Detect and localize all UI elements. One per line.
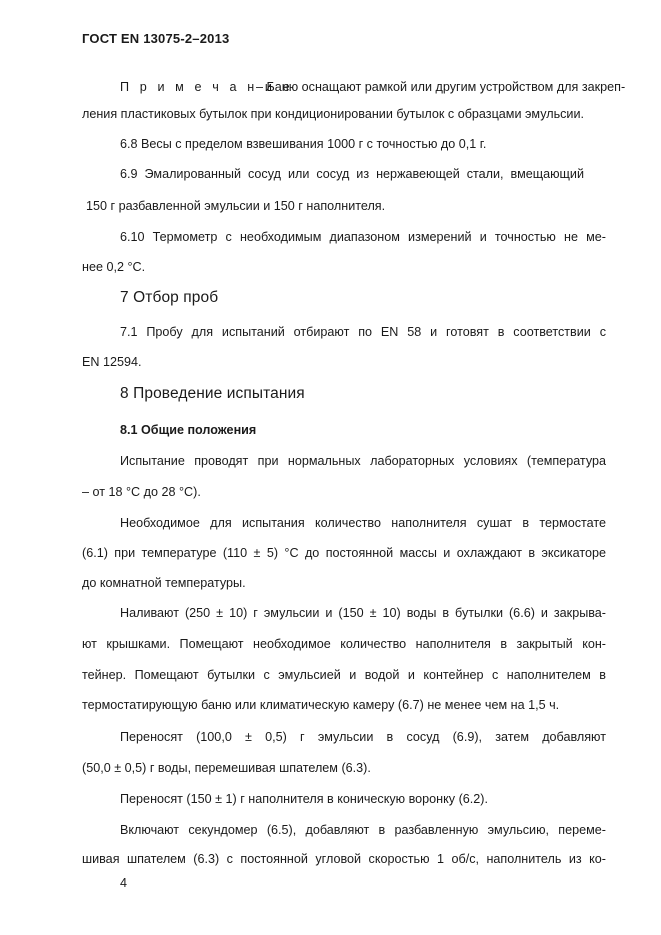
section-8-heading: 8 Проведение испытания (120, 385, 305, 402)
body-line-2: – от 18 °С до 28 °С). (82, 485, 201, 499)
section-7-heading: 7 Отбор проб (120, 289, 219, 306)
body-line-5: до комнатной температуры. (82, 576, 246, 590)
item-6-10-line-1: 6.10 Термометр с необходимым диапазоном измерений и точностью не ме- (120, 230, 606, 244)
note-line-1: – Баню оснащают рамкой или другим устройством для закреп- (256, 80, 626, 94)
note-line-2: ления пластиковых бутылок при кондиционировании бутылок с образцами эмульсии. (82, 107, 584, 121)
body-line-12: Переносят (150 ± 1) г наполнителя в коническую воронку (6.2). (120, 792, 488, 806)
page-number: 4 (120, 876, 128, 890)
section-7-1-line-2: EN 12594. (82, 355, 142, 369)
body-line-10: Переносят (100,0 ± 0,5) г эмульсии в сосуд (6.9), затем добавляют (120, 730, 606, 744)
body-line-1: Испытание проводят при нормальных лабораторных условиях (температура (120, 454, 606, 468)
item-6-9-line-1: 6.9 Эмалированный сосуд или сосуд из нержавеющей стали, вмещающий (120, 167, 584, 181)
body-line-8: тейнер. Помещают бутылки с эмульсией и водой и контейнер с наполнителем в (82, 668, 606, 682)
body-line-13: Включают секундомер (6.5), добавляют в разбавленную эмульсию, переме- (120, 823, 606, 837)
note-label-text: П р и м е ч а н и е (120, 80, 294, 94)
item-6-10-line-2: нее 0,2 °С. (82, 260, 146, 274)
section-8-1-heading: 8.1 Общие положения (120, 423, 257, 437)
item-6-8: 6.8 Весы с пределом взвешивания 1000 г с точностью до 0,1 г. (120, 137, 487, 151)
document-header: ГОСТ EN 13075-2–2013 (82, 31, 230, 46)
body-line-6: Наливают (250 ± 10) г эмульсии и (150 ± 10) воды в бутылки (6.6) и закрыва- (120, 606, 606, 620)
body-line-4: (6.1) при температуре (110 ± 5) °С до постоянной массы и охлаждают в эксикаторе (82, 546, 606, 560)
body-line-3: Необходимое для испытания количество наполнителя сушат в термостате (120, 516, 606, 530)
section-7-1-line-1: 7.1 Пробу для испытаний отбирают по EN 58 и готовят в соответствии с (120, 325, 606, 339)
item-6-9-line-2: 150 г разбавленной эмульсии и 150 г наполнителя. (86, 199, 386, 213)
body-line-9: термостатирующую баню или климатическую камеру (6.7) не менее чем на 1,5 ч. (82, 698, 560, 712)
body-line-11: (50,0 ± 0,5) г воды, перемешивая шпателем (6.3). (82, 761, 371, 775)
body-line-14: шивая шпателем (6.3) с постоянной угловой скоростью 1 об/с, наполнитель из ко- (82, 852, 606, 866)
body-line-7: ют крышками. Помещают необходимое количество наполнителя в закрытый кон- (82, 637, 606, 651)
